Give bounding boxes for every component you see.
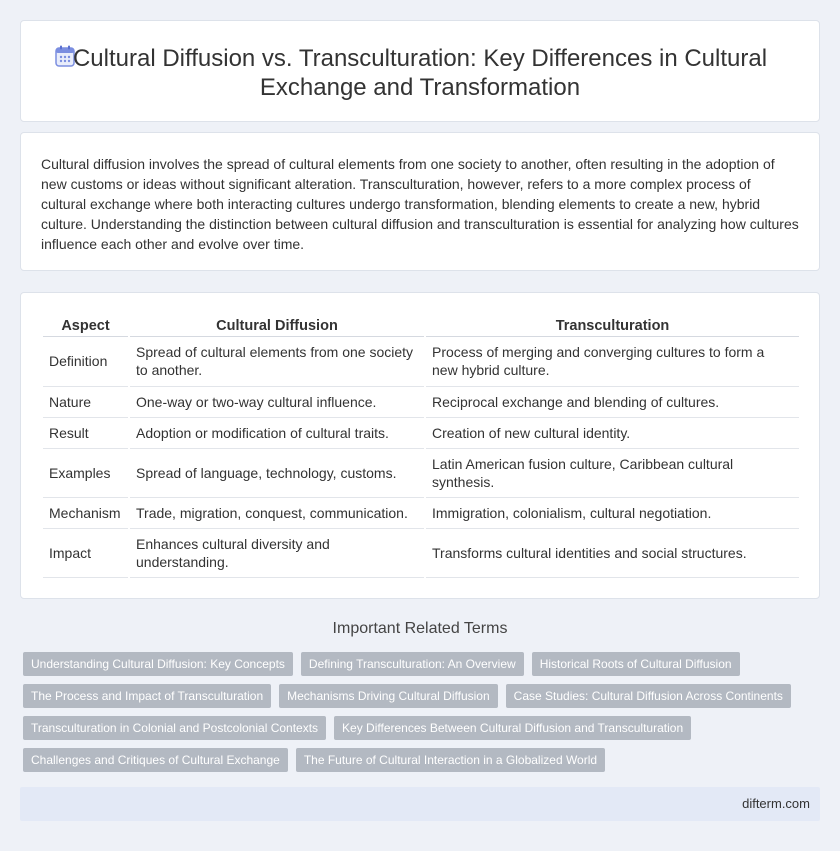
- related-term-link[interactable]: Transculturation in Colonial and Postcolonial Contexts: [23, 716, 326, 740]
- page-title: Cultural Diffusion vs. Transculturation: Key Differences in Cultural Exchange and Transformation: [72, 45, 768, 101]
- row-aspect: Nature: [43, 386, 129, 417]
- row-aspect: Result: [43, 417, 129, 448]
- row-aspect: Mechanism: [43, 497, 129, 528]
- intro-paragraph: Cultural diffusion involves the spread of cultural elements from one society to another, often resulting in the adoption of new customs or ideas without significant alteration. Transculturation, however, refers to a more complex process of cultural exchange where both interacting cultures undergo transformation, blending elements to create a new, hybrid culture. Understanding the distinction between cultural diffusion and transculturation is essential for analyzing how cultures influence each other and evolve over time.: [41, 156, 799, 252]
- row-cultural-diffusion: One-way or two-way cultural influence.: [129, 386, 425, 417]
- row-cultural-diffusion: Enhances cultural diversity and understanding.: [129, 528, 425, 577]
- table-row: [43, 336, 799, 386]
- row-transculturation: Transforms cultural identities and social structures.: [425, 528, 799, 577]
- footer: [20, 787, 820, 821]
- table-row: [43, 497, 799, 528]
- intro-card: [20, 132, 820, 271]
- row-transculturation: Latin American fusion culture, Caribbean cultural synthesis.: [425, 448, 799, 497]
- table-row: [43, 417, 799, 448]
- table-row: [43, 386, 799, 417]
- row-transculturation: Creation of new cultural identity.: [425, 417, 799, 448]
- related-term-link[interactable]: Historical Roots of Cultural Diffusion: [532, 652, 740, 676]
- header-transculturation: Transculturation: [425, 314, 799, 336]
- related-term-link[interactable]: Defining Transculturation: An Overview: [301, 652, 524, 676]
- header-card: [20, 20, 820, 122]
- row-cultural-diffusion: Adoption or modification of cultural traits.: [129, 417, 425, 448]
- footer-site-link[interactable]: difterm.com: [742, 796, 810, 811]
- related-terms-heading: Important Related Terms: [332, 620, 508, 637]
- table-row: [43, 528, 799, 577]
- row-transculturation: Reciprocal exchange and blending of cultures.: [425, 386, 799, 417]
- row-aspect: Impact: [43, 528, 129, 577]
- row-transculturation: Process of merging and converging cultures to form a new hybrid culture.: [425, 336, 799, 386]
- related-term-link[interactable]: Case Studies: Cultural Diffusion Across Continents: [506, 684, 791, 708]
- table-header-row: [43, 314, 799, 336]
- related-term-link[interactable]: Mechanisms Driving Cultural Diffusion: [279, 684, 498, 708]
- row-cultural-diffusion: Spread of language, technology, customs.: [129, 448, 425, 497]
- row-transculturation: Immigration, colonialism, cultural negotiation.: [425, 497, 799, 528]
- row-cultural-diffusion: Spread of cultural elements from one society to another.: [129, 336, 425, 386]
- header-cultural-diffusion: Cultural Diffusion: [129, 314, 425, 336]
- table-row: [43, 448, 799, 497]
- related-term-link[interactable]: Understanding Cultural Diffusion: Key Concepts: [23, 652, 293, 676]
- row-cultural-diffusion: Trade, migration, conquest, communication.: [129, 497, 425, 528]
- comparison-table: [43, 314, 799, 578]
- related-term-link[interactable]: The Process and Impact of Transculturation: [23, 684, 271, 708]
- row-aspect: Examples: [43, 448, 129, 497]
- row-aspect: Definition: [43, 336, 129, 386]
- related-term-link[interactable]: The Future of Cultural Interaction in a Globalized World: [296, 748, 605, 772]
- related-term-link[interactable]: Challenges and Critiques of Cultural Exchange: [23, 748, 288, 772]
- related-terms-list: [23, 652, 813, 772]
- header-aspect: Aspect: [43, 314, 129, 336]
- related-term-link[interactable]: Key Differences Between Cultural Diffusion and Transculturation: [334, 716, 691, 740]
- comparison-card: [20, 292, 820, 599]
